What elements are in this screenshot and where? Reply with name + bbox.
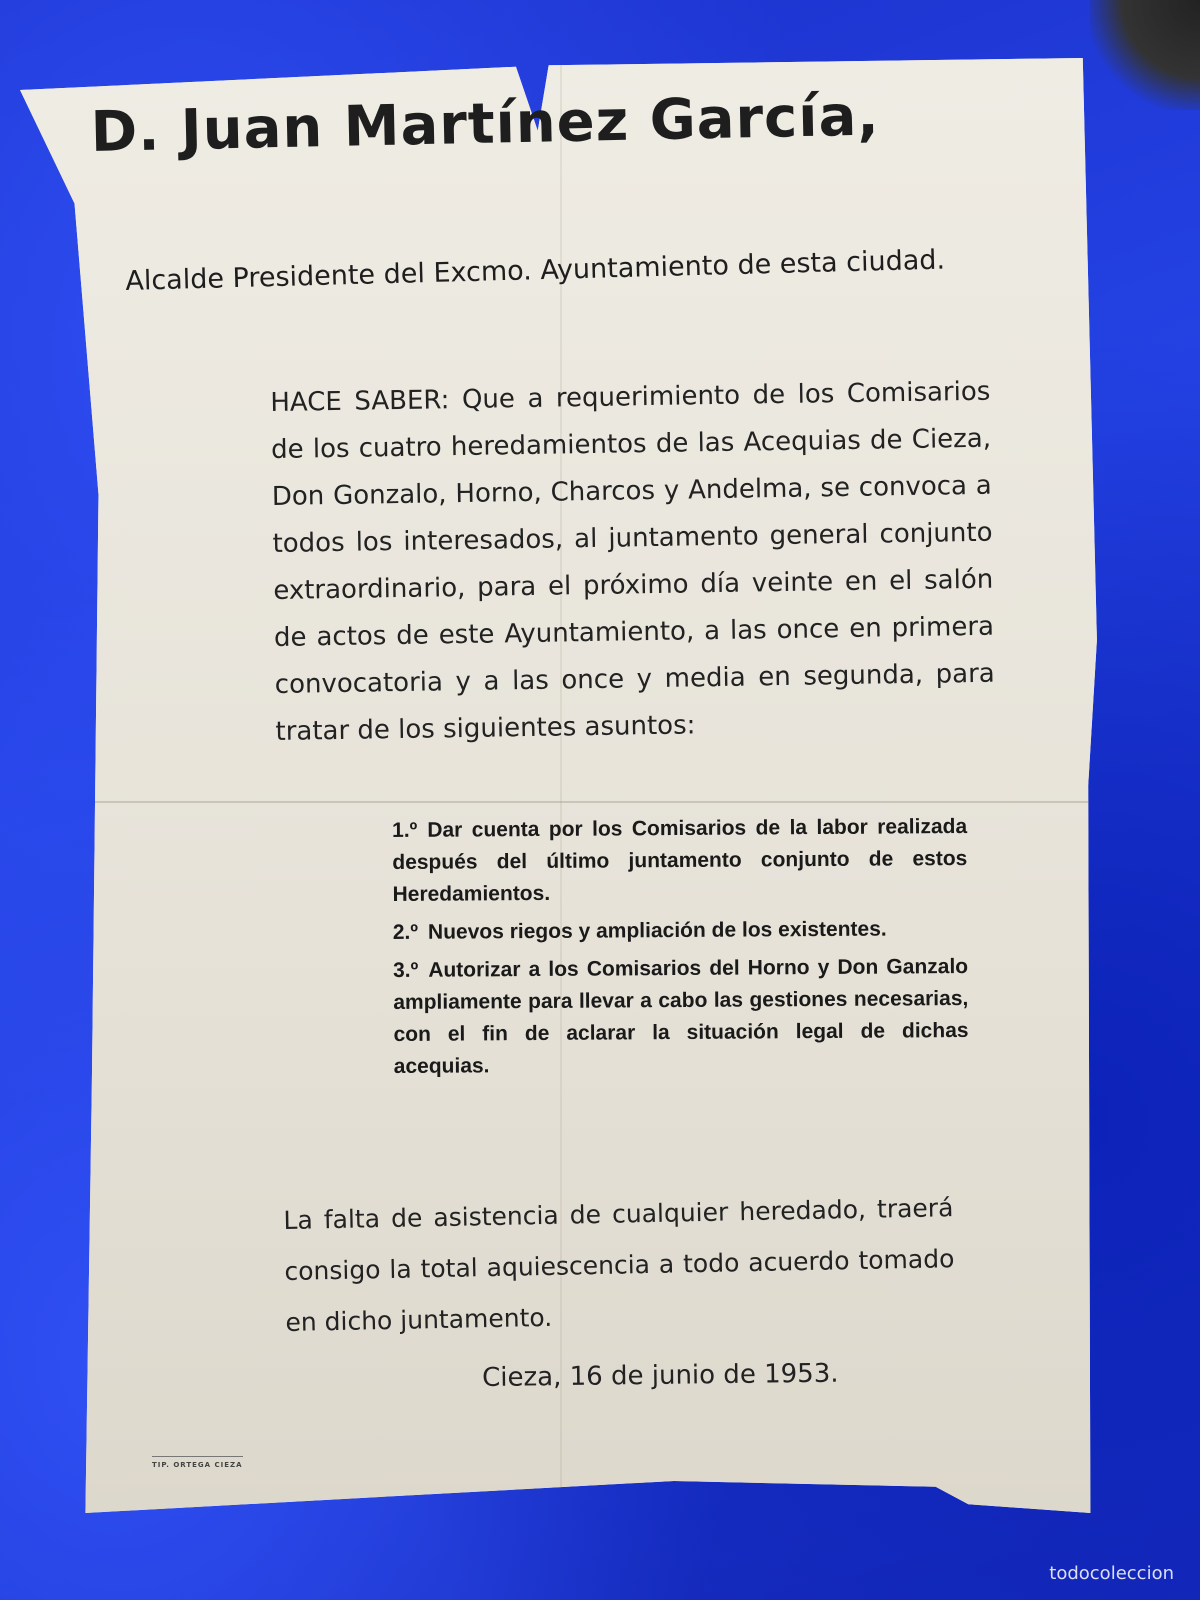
agenda-item-text: Nuevos riegos y ampliación de los existentes.	[427, 917, 887, 944]
site-watermark: todocoleccion	[1049, 1563, 1174, 1584]
agenda-item-text: Dar cuenta por los Comisarios de la labor realizada después del último juntamento conjunto de estos Heredamientos.	[392, 814, 968, 906]
agenda-item	[393, 913, 968, 949]
horizontal-fold-line	[20, 801, 1110, 803]
closing-paragraph: La falta de asistencia de cualquier heredado, traerá consigo la total aquiescencia a todo acuerdo tomado en dicho juntamento.	[283, 1193, 955, 1337]
announcement-paragraph: HACE SABER: Que a requerimiento de los Comisarios de los cuatro heredamientos de las Acequias de Cieza, Don Gonzalo, Horno, Charcos y Andelma, se convoca a todos los interesados, al juntamento general conjunto extraordinario, para el próximo día veinte en el salón de actos de este Ayuntamiento, a las once en primera convocatoria y a las once y media en segunda, para tratar de los siguientes asuntos:	[270, 376, 995, 747]
dark-object-corner	[1090, 0, 1200, 110]
agenda-list	[392, 811, 969, 1089]
printer-imprint: TIP. ORTEGA CIEZA	[152, 1456, 243, 1469]
agenda-item-text: Autorizar a los Comisarios del Horno y Don Ganzalo ampliamente para llevar a cabo las gestiones necesarias, con el fin de aclarar la situación legal de dichas acequias.	[393, 954, 969, 1078]
notice-title: D. Juan Martínez García,	[90, 83, 881, 165]
agenda-item	[393, 951, 969, 1083]
agenda-item-number: 1.º	[392, 818, 418, 842]
notice-subtitle: Alcalde Presidente del Excmo. Ayuntamiento de esta ciudad.	[125, 244, 946, 297]
dateline: Cieza, 16 de junio de 1953.	[482, 1358, 839, 1393]
agenda-item-number: 3.º	[393, 958, 419, 982]
agenda-item	[392, 811, 968, 911]
agenda-item-number: 2.º	[392, 920, 419, 944]
